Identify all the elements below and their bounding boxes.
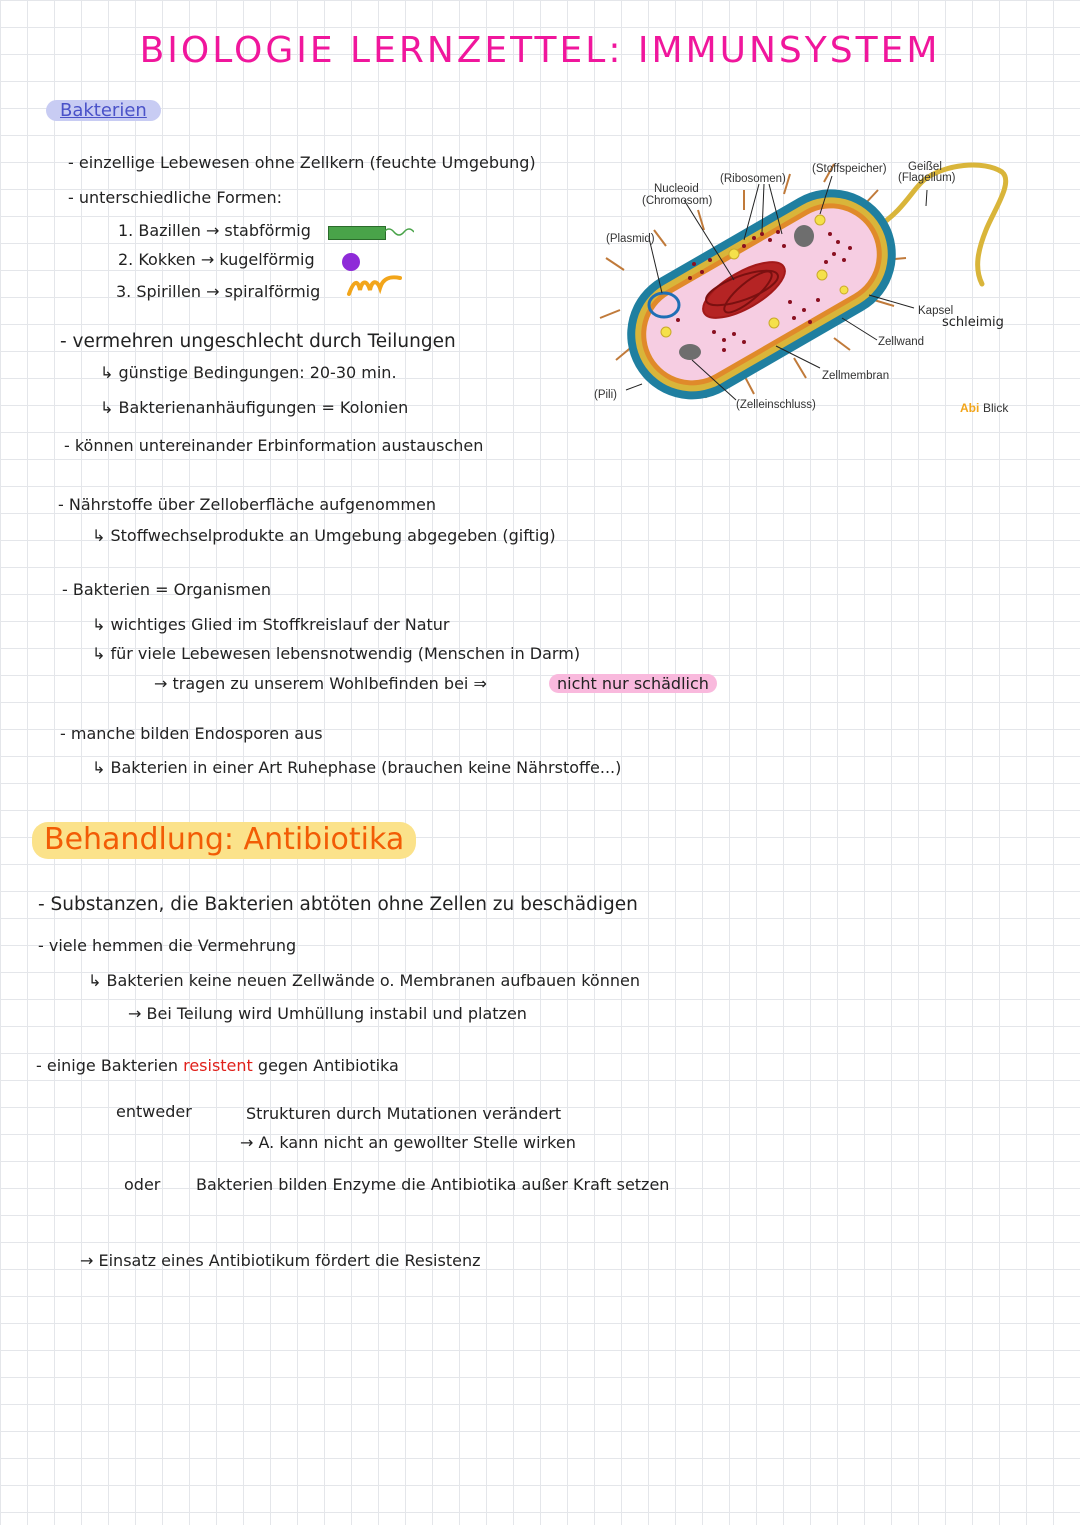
resistent-highlight: resistent <box>183 1056 253 1075</box>
form-item: 2. Kokken → kugelförmig <box>118 250 315 269</box>
note-line: - Substanzen, die Bakterien abtöten ohne Zellen zu beschädigen <box>38 894 638 915</box>
abiblick-logo-abi: Abi <box>960 401 980 415</box>
note-line: - können untereinander Erbinformation austauschen <box>64 436 484 455</box>
bacterium-diagram <box>594 150 1024 425</box>
label-nucleoid: Nucleoid <box>654 183 699 195</box>
note-line: ↳ für viele Lebewesen lebensnotwendig (Menschen in Darm) <box>92 644 581 663</box>
note-line: → A. kann nicht an gewollter Stelle wirken <box>240 1133 576 1152</box>
bazillus-tail-icon <box>384 226 414 238</box>
note-line: ↳ Bakterien keine neuen Zellwände o. Membranen aufbauen können <box>88 971 640 990</box>
note-line: oder <box>124 1175 161 1194</box>
note-line: - manche bilden Endosporen aus <box>60 724 323 743</box>
note-text: gegen Antibiotika <box>257 1056 399 1075</box>
form-item: 1. Bazillen → stabförmig <box>118 221 311 240</box>
note-line: → Bei Teilung wird Umhüllung instabil und platzen <box>128 1004 527 1023</box>
note-line: - vermehren ungeschlecht durch Teilungen <box>60 331 456 352</box>
section-heading-bakterien: Bakterien <box>46 100 161 121</box>
label-stoffspeicher: (Stoffspeicher) <box>812 163 887 175</box>
note-line: Bakterien bilden Enzyme die Antibiotika außer Kraft setzen <box>196 1175 670 1194</box>
note-line: ↳ Stoffwechselprodukte an Umgebung abgegeben (giftig) <box>92 526 556 545</box>
page-title: BIOLOGIE LERNZETTEL: IMMUNSYSTEM <box>139 30 941 71</box>
label-zelleinschluss: (Zelleinschluss) <box>736 399 816 411</box>
note-line: → Einsatz eines Antibiotikum fördert die Resistenz <box>80 1251 481 1270</box>
label-zellmembran: Zellmembran <box>822 370 890 382</box>
note-text: - einige Bakterien <box>36 1056 178 1075</box>
label-flagellum: (Flagellum) <box>898 172 956 184</box>
note-line: - Nährstoffe über Zelloberfläche aufgenommen <box>58 495 436 514</box>
note-line: - unterschiedliche Formen: <box>68 188 282 207</box>
bazillus-sketch <box>328 226 386 240</box>
note-line: → tragen zu unserem Wohlbefinden bei ⇒ <box>154 674 487 693</box>
spirillum-icon <box>346 272 404 300</box>
abiblick-logo-blick: Blick <box>983 401 1009 415</box>
note-line: - viele hemmen die Vermehrung <box>38 936 297 955</box>
note-line: ↳ Bakterien in einer Art Ruhephase (brauchen keine Nährstoffe...) <box>92 758 622 777</box>
note-line: ↳ günstige Bedingungen: 20-30 min. <box>100 363 397 382</box>
section-heading-antibiotika: Behandlung: Antibiotika <box>32 822 416 859</box>
label-kapsel: Kapsel <box>918 305 954 317</box>
note-line: Strukturen durch Mutationen verändert <box>246 1104 562 1123</box>
note-line: entweder <box>116 1102 192 1121</box>
label-plasmid: (Plasmid) <box>606 233 655 245</box>
note-line: - Bakterien = Organismen <box>62 580 271 599</box>
form-item: 3. Spirillen → spiralförmig <box>116 282 321 301</box>
label-geissel: Geißel <box>908 161 942 173</box>
label-zellwand: Zellwand <box>878 336 925 348</box>
inclusion-shape <box>679 344 701 360</box>
label-pili: (Pili) <box>594 389 617 401</box>
label-schleimig: schleimig <box>942 315 1004 330</box>
note-line: - einzellige Lebewesen ohne Zellkern (feuchte Umgebung) <box>68 153 536 172</box>
label-ribosomen: (Ribosomen) <box>720 173 786 185</box>
note-line-resistent <box>36 1056 399 1075</box>
note-line: ↳ wichtiges Glied im Stoffkreislauf der Natur <box>92 615 450 634</box>
kokkus-icon <box>340 251 362 273</box>
inclusion-shape <box>794 225 814 247</box>
highlight-nicht-nur-schaedlich: nicht nur schädlich <box>549 674 717 693</box>
label-chromosom: (Chromosom) <box>642 195 713 207</box>
note-line: ↳ Bakterienanhäufigungen = Kolonien <box>100 398 409 417</box>
